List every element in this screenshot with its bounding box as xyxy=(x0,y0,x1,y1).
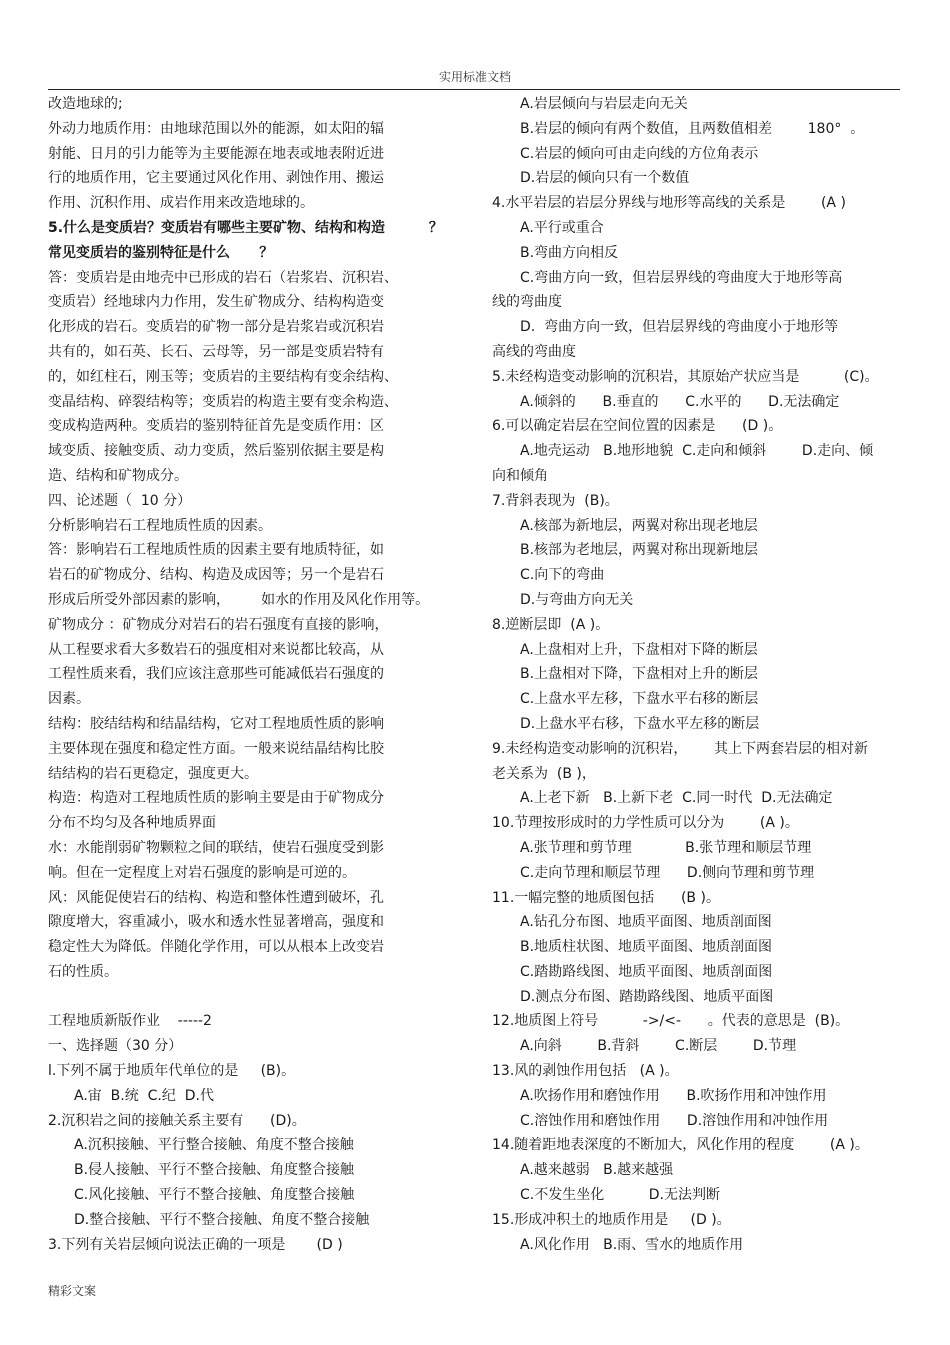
text-line: A.平行或重合 xyxy=(520,219,604,236)
text-line: 7.背斜表现为 (B)。 xyxy=(492,492,619,509)
text-line: 石的性质。 xyxy=(48,963,118,980)
text-line: 的，如红柱石，刚玉等；变质岩的主要结构有变余结构、 xyxy=(48,368,398,385)
text-line: 造、结构和矿物成分。 xyxy=(48,467,188,484)
text-line: 10.节理按形成时的力学性质可以分为 (A )。 xyxy=(492,815,799,832)
text-line: 变质岩）经地球内力作用，发生矿物成分、结构构造变 xyxy=(48,294,384,311)
text-line: 一、选择题（30 分） xyxy=(48,1038,183,1055)
text-line: A.上盘相对上升，下盘相对下降的断层 xyxy=(520,641,758,658)
text-line: A.核部为新地层，两翼对称出现老地层 xyxy=(520,517,758,534)
page-footer: 精彩文案 xyxy=(48,1284,97,1298)
text-line: 从工程要求看大多数岩石的强度相对来说都比较高，从 xyxy=(48,641,384,658)
text-line: 4.水平岩层的岩层分界线与地形等高线的关系是 (A ) xyxy=(492,195,846,212)
text-line: 3.下列有关岩层倾向说法正确的一项是 (D ) xyxy=(48,1236,343,1253)
text-line: B.岩层的倾向有两个数值，且两数值相差 180° 。 xyxy=(520,120,865,137)
text-line: A.宙 B.统 C.纪 D.代 xyxy=(74,1087,214,1104)
text-line: A.沉积接触、平行整合接触、角度不整合接触 xyxy=(74,1137,354,1154)
text-line: l.下列不属于地质年代单位的是 (B)。 xyxy=(48,1063,296,1080)
text-line: 14.随着距地表深度的不断加大，风化作用的程度 (A )。 xyxy=(492,1137,869,1154)
text-line: 形成后所受外部因素的影响， 如水的作用及风化作用等。 xyxy=(48,591,430,608)
text-line: 构造：构造对工程地质性质的影响主要是由于矿物成分 xyxy=(48,790,384,807)
text-line: 线的弯曲度 xyxy=(492,294,562,311)
text-line: 行的地质作用，它主要通过风化作用、剥蚀作用、搬运 xyxy=(48,170,384,187)
text-line: 化形成的岩石。变质岩的矿物一部分是岩浆岩或沉积岩 xyxy=(48,319,384,336)
text-line: C.不发生坐化 D.无法判断 xyxy=(520,1187,720,1204)
text-line: D.上盘水平右移，下盘水平左移的断层 xyxy=(520,715,760,732)
text-line: 结结构的岩石更稳定，强度更大。 xyxy=(48,765,258,782)
text-line: A.上老下新 B.上新下老 C.同一时代 D.无法确定 xyxy=(520,790,833,807)
text-line: 矿物成分 ：矿物成分对岩石的岩石强度有直接的影响， xyxy=(48,616,389,633)
text-line: 外动力地质作用：由地球范围以外的能源，如太阳的辐 xyxy=(48,120,384,137)
text-line: 共有的，如石英、长石、云母等，另一部是变质岩特有 xyxy=(48,343,384,360)
text-line: C.弯曲方向一致，但岩层界线的弯曲度大于地形等高 xyxy=(520,269,843,286)
text-line: 变晶结构、碎裂结构等；变质岩的构造主要有变余构造、 xyxy=(48,393,398,410)
text-line xyxy=(48,985,468,1010)
text-line: D. 弯曲方向一致，但岩层界线的弯曲度小于地形等 xyxy=(520,319,839,336)
text-line: 作用、沉积作用、成岩作用来改造地球的。 xyxy=(48,195,314,212)
text-line: 水：水能削弱矿物颗粒之间的联结，使岩石强度受到影 xyxy=(48,839,384,856)
text-line: 变成构造两种。变质岩的鉴别特征首先是变质作用：区 xyxy=(48,418,384,435)
text-line: 射能、日月的引力能等为主要能源在地表或地表附近进 xyxy=(48,145,384,162)
text-line: 高线的弯曲度 xyxy=(492,343,576,360)
text-line: 答：变质岩是由地壳中已形成的岩石（岩浆岩、沉积岩、 xyxy=(48,269,398,286)
right-column xyxy=(492,92,912,1257)
text-line: D.整合接触、平行不整合接触、角度不整合接触 xyxy=(74,1211,370,1228)
text-line: 风：风能促使岩石的结构、构造和整体性遭到破坏，孔 xyxy=(48,889,384,906)
text-line: 因素。 xyxy=(48,691,90,708)
text-line: 工程性质来看，我们应该注意那些可能减低岩石强度的 xyxy=(48,666,384,683)
text-line: A.倾斜的 B.垂直的 C.水平的 D.无法确定 xyxy=(520,393,840,410)
text-line: D.与弯曲方向无关 xyxy=(520,591,634,608)
text-line: 9.未经构造变动影响的沉积岩， 其上下两套岩层的相对新 xyxy=(492,740,869,757)
text-line: 向和倾角 xyxy=(492,467,548,484)
text-line: 隙度增大，容重减小，吸水和透水性显著增高，强度和 xyxy=(48,914,384,931)
text-line: 分布不均匀及各种地质界面 xyxy=(48,815,216,832)
header-divider xyxy=(48,89,900,90)
text-line: C.走向节理和顺层节理 D.侧向节理和剪节理 xyxy=(520,864,815,881)
text-line: 四、论述题（ 10 分） xyxy=(48,492,192,509)
text-line: C.向下的弯曲 xyxy=(520,567,605,584)
text-line: 13.风的剥蚀作用包括 (A )。 xyxy=(492,1063,679,1080)
text-line: B.地质柱状图、地质平面图、地质剖面图 xyxy=(520,939,773,956)
text-line: 5.未经构造变动影响的沉积岩，其原始产状应当是 (C)。 xyxy=(492,368,879,385)
left-column xyxy=(48,92,468,1257)
text-line: C.风化接触、平行不整合接触、角度整合接触 xyxy=(74,1187,355,1204)
text-line: 结构：胶结结构和结晶结构，它对工程地质性质的影响 xyxy=(48,715,384,732)
text-line: C.上盘水平左移，下盘水平右移的断层 xyxy=(520,691,759,708)
text-line: B.弯曲方向相反 xyxy=(520,244,619,261)
text-line: A.向斜 B.背斜 C.断层 D.节理 xyxy=(520,1038,797,1055)
text-line: C.溶蚀作用和磨蚀作用 D.溶蚀作用和冲蚀作用 xyxy=(520,1112,829,1129)
text-line: 12.地质图上符号 ->/<- 。代表的意思是 (B)。 xyxy=(492,1013,850,1030)
text-line: 常见变质岩的鉴别特征是什么 ？ xyxy=(48,244,274,261)
text-line: 岩石的矿物成分、结构、构造及成因等；另一个是岩石 xyxy=(48,567,384,584)
text-line: A.风化作用 B.雨、雪水的地质作用 xyxy=(520,1236,744,1253)
text-line: 2.沉积岩之间的接触关系主要有 (D)。 xyxy=(48,1112,306,1129)
text-line: 工程地质新版作业 -----2 xyxy=(48,1013,212,1030)
text-line: A.越来越弱 B.越来越强 xyxy=(520,1162,674,1179)
page-header: 实用标准文档 xyxy=(438,70,511,84)
text-line: C.踏勘路线图、地质平面图、地质剖面图 xyxy=(520,963,773,980)
text-line: 主要体现在强度和稳定性方面。一般来说结晶结构比胶 xyxy=(48,740,384,757)
text-line: C.岩层的倾向可由走向线的方位角表示 xyxy=(520,145,759,162)
text-line: A.张节理和剪节理 B.张节理和顺层节理 xyxy=(520,839,812,856)
text-line: 答：影响岩石工程地质性质的因素主要有地质特征，如 xyxy=(48,542,384,559)
text-line: B.核部为老地层，两翼对称出现新地层 xyxy=(520,542,759,559)
text-line: 老关系为 (B )， xyxy=(492,765,596,782)
text-line: 响。但在一定程度上对岩石强度的影响是可逆的。 xyxy=(48,864,356,881)
text-line: A.钻孔分布图、地质平面图、地质剖面图 xyxy=(520,914,772,931)
text-line: 6.可以确定岩层在空间位置的因素是 (D )。 xyxy=(492,418,783,435)
text-line: A.岩层倾向与岩层走向无关 xyxy=(520,96,688,112)
text-line: B.上盘相对下降，下盘相对上升的断层 xyxy=(520,666,759,683)
text-line: D.测点分布图、踏勘路线图、地质平面图 xyxy=(520,988,774,1005)
text-line: A.地壳运动 B.地形地貌 C.走向和倾斜 D.走向、倾 xyxy=(520,443,874,460)
text-line: 15.形成冲积土的地质作用是 (D )。 xyxy=(492,1211,731,1228)
text-line: 域变质、接触变质、动力变质，然后鉴别依据主要是构 xyxy=(48,443,384,460)
text-line: B.侵人接触、平行不整合接触、角度整合接触 xyxy=(74,1162,355,1179)
text-line: 8.逆断层即 (A )。 xyxy=(492,616,610,633)
text-line: 分析影响岩石工程地质性质的因素。 xyxy=(48,517,272,534)
text-line: 改造地球的; xyxy=(48,96,123,112)
text-line: 稳定性大为降低。伴随化学作用，可以从根本上改变岩 xyxy=(48,939,384,956)
text-line: 5.什么是变质岩？变质岩有哪些主要矿物、结构和构造 ？ xyxy=(48,219,443,236)
text-line: D.岩层的倾向只有一个数值 xyxy=(520,170,690,187)
text-line: A.吹扬作用和磨蚀作用 B.吹扬作用和冲蚀作用 xyxy=(520,1087,827,1104)
text-line: 11.一幅完整的地质图包括 (B )。 xyxy=(492,889,720,906)
